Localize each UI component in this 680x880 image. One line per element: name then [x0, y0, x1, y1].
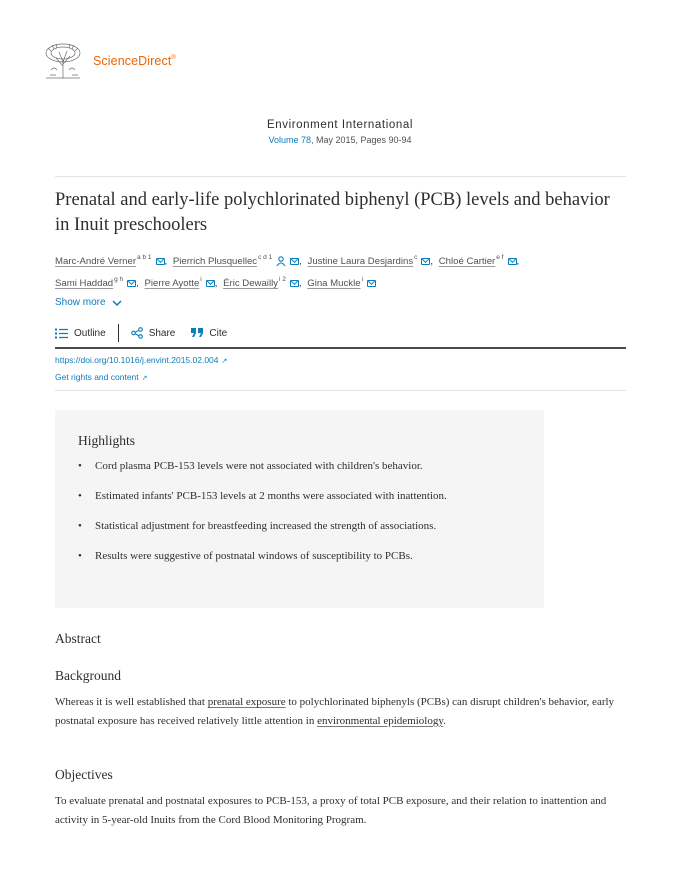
bullet: •: [78, 520, 82, 532]
author-item[interactable]: Chloé Cartier$^{e f}$ ,: [438, 254, 520, 267]
share-label: Share: [148, 327, 176, 339]
article-toolbar: [55, 322, 227, 344]
outline-button[interactable]: [55, 328, 106, 339]
author-item[interactable]: Pierre Ayotte$^i$ ,: [144, 275, 218, 289]
author-affiliation: c d 1: [258, 254, 273, 261]
author-affiliation: g h: [114, 275, 124, 283]
email-icon[interactable]: [290, 258, 299, 265]
article-title: Prenatal and early-life polychlorinated biphenyl (PCB) levels and behavior in Inuit preschoolers: [55, 190, 610, 235]
author-name[interactable]: Gina Muckle: [307, 277, 361, 289]
author-affiliation: i: [200, 275, 202, 283]
abstract-heading: Abstract: [55, 631, 101, 646]
email-icon[interactable]: [127, 280, 136, 287]
email-icon[interactable]: [156, 258, 165, 265]
rights-link[interactable]: Get rights and content ↗: [55, 372, 148, 382]
bullet: •: [78, 460, 82, 472]
email-icon[interactable]: [421, 258, 430, 265]
author-name[interactable]: Justine Laura Desjardins: [307, 256, 414, 267]
author-affiliation: i 2: [279, 275, 286, 283]
brand-name: ScienceDirect®: [93, 54, 176, 68]
author-name[interactable]: Marc-André Verner: [55, 256, 137, 267]
sciencedirect-logo[interactable]: [42, 42, 176, 80]
environmental-epidemiology-link[interactable]: environmental epidemiology: [317, 714, 444, 727]
highlights-title: Highlights: [78, 433, 136, 448]
links-divider: [55, 390, 626, 391]
background-paragraph: Whereas it is well established that prenatal exposure to polychlorinated biphenyls (PCBs) can disrupt children's behavior, early postnatal exposure has received relatively little attention in environmental epidemiology.: [55, 696, 615, 727]
objectives-paragraph: To evaluate prenatal and postnatal exposures to PCB-153, a proxy of total PCB exposure, and their relation to inattention and activity in 5-year-old Inuits from the Cord Blood Monitoring Program.: [55, 795, 607, 826]
email-icon[interactable]: [367, 280, 376, 287]
author-list: [55, 249, 630, 292]
author-name[interactable]: Chloé Cartier: [438, 256, 496, 267]
highlight-item: • Cord plasma PCB-153 levels were not associated with children's behavior.: [78, 460, 447, 490]
cite-button[interactable]: [191, 328, 227, 339]
author-affiliation: a b 1: [137, 254, 152, 261]
journal-header: [0, 119, 680, 145]
doi-link[interactable]: https://doi.org/10.1016/j.envint.2015.02.004 ↗: [55, 355, 228, 365]
share-button[interactable]: [131, 327, 176, 339]
highlight-item: • Estimated infants' PCB-153 levels at 2 months were associated with inattention.: [78, 490, 447, 520]
author-name[interactable]: Sami Haddad: [55, 277, 114, 289]
journal-date-pages: , May 2015, Pages 90-94: [310, 135, 412, 145]
background-heading: Background: [55, 668, 121, 683]
author-affiliation: e f: [496, 254, 504, 261]
quote-icon: [191, 328, 203, 338]
author-item[interactable]: Éric Dewailly$^{i 2}$ ,: [223, 275, 302, 289]
author-name[interactable]: Pierrich Plusquellec: [172, 256, 258, 267]
email-icon[interactable]: [290, 280, 299, 287]
outline-label: Outline: [74, 327, 106, 339]
chevron-down-icon: [112, 299, 122, 307]
author-name[interactable]: Éric Dewailly: [223, 277, 279, 289]
prenatal-exposure-link[interactable]: prenatal exposure: [207, 696, 286, 708]
toolbar-divider-line: [55, 347, 626, 349]
highlights-list: [78, 460, 447, 580]
author-item[interactable]: Sami Haddad$^{g h}$ ,: [55, 275, 139, 289]
author-item[interactable]: Marc-André Verner$^{a b 1}$ ,: [55, 254, 168, 267]
toolbar-divider: [118, 324, 119, 342]
highlight-item: • Statistical adjustment for breastfeeding increased the strength of associations.: [78, 520, 447, 550]
author-affiliation: i: [361, 275, 364, 283]
header-divider: [55, 176, 626, 177]
share-icon: [131, 327, 143, 339]
bullet: •: [78, 490, 82, 502]
author-name[interactable]: Pierre Ayotte: [144, 277, 200, 289]
external-link-icon: ↗: [141, 375, 148, 382]
objectives-heading: Objectives: [55, 767, 113, 782]
elsevier-tree-icon: [42, 42, 84, 80]
email-icon[interactable]: [206, 280, 215, 287]
outline-list-icon: [55, 328, 68, 339]
person-icon[interactable]: [276, 256, 286, 266]
cite-label: Cite: [209, 327, 228, 339]
external-link-icon: ↗: [221, 358, 228, 365]
journal-meta: [0, 135, 680, 145]
bullet: •: [78, 550, 82, 562]
show-more-label: Show more: [55, 297, 106, 308]
author-item[interactable]: [307, 275, 379, 289]
author-item[interactable]: Justine Laura Desjardins$^c$ ,: [307, 254, 434, 267]
volume-link[interactable]: Volume 78: [268, 135, 311, 145]
email-icon[interactable]: [508, 258, 517, 265]
highlight-item: • Results were suggestive of postnatal windows of susceptibility to PCBs.: [78, 550, 447, 580]
author-item[interactable]: Pierrich Plusquellec$^{c d 1}$ ,: [172, 254, 302, 267]
highlights-panel: [55, 410, 544, 608]
show-more-button[interactable]: [55, 297, 122, 308]
author-affiliation: c: [414, 254, 418, 261]
journal-title[interactable]: Environment International: [266, 119, 414, 131]
